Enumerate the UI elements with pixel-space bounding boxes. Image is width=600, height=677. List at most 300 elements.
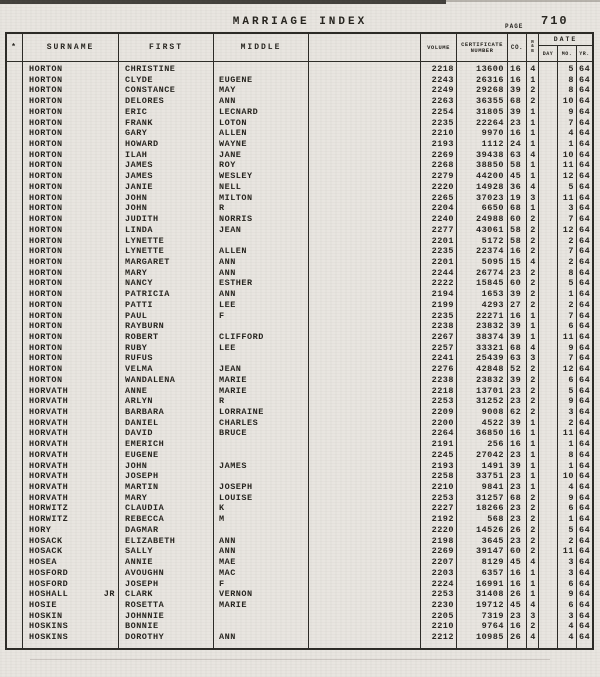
cell-first: CONSTANCE: [125, 85, 176, 96]
cell-certificate: 18266: [475, 503, 504, 514]
cell-yr: 64: [579, 610, 591, 621]
cell-mo: 1: [568, 139, 574, 150]
cell-rb: 2: [530, 278, 536, 289]
cell-surname: HOSACK: [29, 546, 63, 557]
cell-certificate: 36850: [475, 428, 504, 439]
cell-volume: 2253: [431, 492, 454, 503]
cell-certificate: 24988: [475, 214, 504, 225]
cell-star: [7, 364, 23, 375]
cell-middle: ALLEN: [219, 246, 248, 257]
cell-surname: HORTON: [29, 364, 63, 375]
cell-yr: 64: [579, 160, 591, 171]
cell-volume: 2210: [431, 482, 454, 493]
cell-certificate: 38850: [475, 160, 504, 171]
cell-co: 45: [510, 599, 522, 610]
cell-mo: 7: [568, 117, 574, 128]
cell-yr: 64: [579, 342, 591, 353]
cell-mo: 2: [568, 535, 574, 546]
cell-certificate: 23832: [475, 374, 504, 385]
cell-certificate: 3645: [481, 535, 504, 546]
header-yr: YR.: [579, 50, 590, 57]
cell-yr: 64: [579, 632, 591, 643]
table-row: [7, 75, 592, 86]
cell-first: EMERICH: [125, 439, 165, 450]
scan-edge-light-strip: [446, 0, 600, 2]
cell-first: BARBARA: [125, 407, 165, 417]
cell-blank: [309, 268, 421, 279]
cell-rb: 1: [530, 449, 536, 460]
cell-middle: R: [219, 396, 225, 407]
cell-volume: 2257: [431, 342, 454, 353]
cell-middle: WESLEY: [219, 171, 253, 182]
cell-rb: 1: [530, 74, 536, 85]
cell-yr: 64: [579, 149, 591, 160]
cell-co: 62: [510, 407, 522, 417]
cell-yr: 64: [579, 289, 591, 300]
cell-surname: HOSKIN: [29, 610, 63, 621]
cell-surname: HOSHALL JR: [29, 589, 115, 600]
cell-surname: HORTON: [29, 321, 63, 332]
cell-rb: 2: [530, 85, 536, 96]
cell-rb: 2: [530, 514, 536, 525]
cell-certificate: 14526: [475, 524, 504, 535]
cell-middle: LOTON: [219, 117, 248, 128]
cell-certificate: 44200: [475, 171, 504, 182]
cell-mo: 6: [568, 374, 574, 385]
cell-rb: 3: [530, 353, 536, 364]
cell-first: JOHN: [125, 192, 148, 203]
cell-blank: [309, 600, 421, 611]
cell-blank: [309, 525, 421, 536]
cell-mo: 11: [562, 331, 574, 342]
cell-rb: 2: [530, 396, 536, 407]
cell-first: CLARK: [125, 589, 154, 600]
cell-mo: 10: [562, 471, 574, 482]
cell-volume: 2199: [431, 299, 454, 310]
cell-certificate: 38374: [475, 331, 504, 342]
cell-mo: 2: [568, 256, 574, 267]
table-row: [7, 64, 592, 75]
cell-first: JANIE: [125, 181, 154, 192]
cell-surname: HORTON: [29, 96, 63, 107]
cell-star: [7, 332, 23, 343]
cell-volume: 2258: [431, 471, 454, 482]
cell-rb: 1: [530, 117, 536, 128]
cell-rb: 2: [530, 364, 536, 375]
page-title: MARRIAGE INDEX: [232, 16, 368, 28]
cell-middle: LEE: [219, 342, 236, 353]
cell-day: [539, 568, 558, 579]
cell-surname: HOSFORD: [29, 578, 69, 589]
cell-mo: 5: [568, 181, 574, 192]
cell-rb: 2: [530, 524, 536, 535]
cell-day: [539, 589, 558, 600]
table-row: [7, 600, 592, 611]
cell-rb: 2: [530, 224, 536, 235]
cell-rb: 1: [530, 310, 536, 321]
table-row: [7, 332, 592, 343]
cell-yr: 64: [579, 278, 591, 289]
cell-volume: 2279: [431, 171, 454, 182]
cell-volume: 2253: [431, 396, 454, 407]
cell-first: FRANK: [125, 117, 154, 128]
cell-co: 23: [510, 503, 522, 514]
cell-first: CLAUDIA: [125, 503, 165, 514]
cell-certificate: 36355: [475, 96, 504, 107]
table-row: [7, 214, 592, 225]
cell-star: [7, 246, 23, 257]
cell-co: 16: [510, 439, 522, 450]
cell-first: JOSEPH: [125, 578, 159, 589]
table-row: [7, 493, 592, 504]
table-row: [7, 311, 592, 322]
cell-surname: HORVATH: [29, 385, 69, 396]
cell-certificate: 25439: [475, 353, 504, 364]
cell-co: 39: [510, 417, 522, 428]
cell-blank: [309, 182, 421, 193]
cell-surname: HORTON: [29, 117, 63, 128]
cell-rb: 4: [530, 557, 536, 568]
header-first: FIRST: [119, 34, 214, 61]
cell-certificate: 22271: [475, 310, 504, 321]
cell-surname: HORWITZ: [29, 514, 69, 525]
cell-middle: [214, 353, 309, 364]
cell-co: 23: [510, 482, 522, 493]
cell-co: 24: [510, 139, 522, 150]
cell-star: [7, 160, 23, 171]
table-row: [7, 568, 592, 579]
cell-day: [539, 493, 558, 504]
cell-blank: [309, 386, 421, 397]
cell-star: [7, 568, 23, 579]
cell-certificate: 43061: [475, 224, 504, 235]
cell-blank: [309, 461, 421, 472]
cell-first: JAMES: [125, 171, 154, 182]
cell-mo: 2: [568, 417, 574, 428]
cell-blank: [309, 75, 421, 86]
cell-co: 16: [510, 567, 522, 578]
cell-day: [539, 600, 558, 611]
cell-day: [539, 246, 558, 257]
cell-rb: 2: [530, 246, 536, 257]
cell-suffix: JR: [103, 589, 115, 600]
cell-day: [539, 268, 558, 279]
cell-day: [539, 343, 558, 354]
cell-rb: 2: [530, 492, 536, 503]
cell-middle: ANN: [219, 546, 236, 557]
cell-day: [539, 386, 558, 397]
table-row: [7, 461, 592, 472]
cell-star: [7, 278, 23, 289]
cell-day: [539, 611, 558, 622]
cell-rb: 4: [530, 149, 536, 160]
header-co: CO.: [508, 34, 527, 61]
table-row: [7, 579, 592, 590]
cell-mo: 4: [568, 482, 574, 493]
cell-volume: 2249: [431, 85, 454, 96]
cell-co: 16: [510, 621, 522, 632]
cell-mo: 6: [568, 578, 574, 589]
cell-co: 60: [510, 214, 522, 225]
cell-first: ARLYN: [125, 396, 154, 407]
cell-star: [7, 96, 23, 107]
cell-yr: 64: [579, 96, 591, 107]
cell-middle: BRUCE: [219, 428, 248, 439]
cell-yr: 64: [579, 449, 591, 460]
cell-volume: 2230: [431, 599, 454, 610]
cell-first: VELMA: [125, 364, 154, 375]
cell-middle: MILTON: [219, 192, 253, 203]
cell-yr: 64: [579, 524, 591, 535]
cell-volume: 2267: [431, 331, 454, 342]
cell-day: [539, 118, 558, 129]
cell-day: [539, 64, 558, 75]
cell-day: [539, 375, 558, 386]
cell-surname: HORTON: [29, 203, 63, 214]
cell-surname: HORTON: [29, 310, 63, 321]
cell-middle: K: [219, 503, 225, 514]
table-body-rows: [7, 62, 592, 649]
cell-surname: HORTON: [29, 128, 63, 139]
cell-blank: [309, 396, 421, 407]
cell-surname: HOSFORD: [29, 567, 69, 578]
cell-day: [539, 632, 558, 643]
cell-mo: 3: [568, 610, 574, 621]
cell-middle: [214, 321, 309, 332]
cell-star: [7, 300, 23, 311]
table-row: [7, 557, 592, 568]
cell-first: DELORES: [125, 96, 165, 107]
cell-first: JOSEPH: [125, 471, 159, 482]
cell-star: [7, 343, 23, 354]
table-row: [7, 139, 592, 150]
cell-surname: HORVATH: [29, 396, 69, 407]
cell-mo: 5: [568, 278, 574, 289]
cell-first: JOHNNIE: [125, 610, 165, 621]
cell-middle: CLIFFORD: [219, 331, 264, 342]
cell-star: [7, 482, 23, 493]
cell-mo: 9: [568, 106, 574, 117]
cell-mo: 3: [568, 567, 574, 578]
cell-rb: 2: [530, 214, 536, 225]
table-row: [7, 353, 592, 364]
cell-rb: 2: [530, 546, 536, 557]
cell-mo: 8: [568, 74, 574, 85]
cell-co: 16: [510, 128, 522, 139]
table-row: [7, 632, 592, 643]
cell-day: [539, 300, 558, 311]
cell-day: [539, 311, 558, 322]
cell-first: JOHN: [125, 203, 148, 214]
cell-certificate: 22264: [475, 117, 504, 128]
cell-first: GARY: [125, 128, 148, 139]
cell-rb: 1: [530, 417, 536, 428]
cell-mo: 1: [568, 514, 574, 525]
cell-blank: [309, 96, 421, 107]
cell-middle: JAMES: [219, 460, 248, 471]
cell-first: ANNE: [125, 385, 148, 396]
cell-star: [7, 375, 23, 386]
cell-certificate: 31257: [475, 492, 504, 503]
cell-first: RUFUS: [125, 353, 154, 364]
cell-blank: [309, 450, 421, 461]
cell-volume: 2238: [431, 321, 454, 332]
cell-day: [539, 621, 558, 632]
cell-day: [539, 471, 558, 482]
scan-edge-dark-strip: [0, 0, 446, 4]
cell-volume: 2235: [431, 310, 454, 321]
cell-day: [539, 236, 558, 247]
cell-day: [539, 75, 558, 86]
cell-certificate: 26774: [475, 267, 504, 278]
table-row: [7, 321, 592, 332]
cell-volume: 2210: [431, 128, 454, 139]
table-row: [7, 589, 592, 600]
cell-day: [539, 289, 558, 300]
cell-star: [7, 461, 23, 472]
cell-blank: [309, 407, 421, 418]
cell-surname: HOSACK: [29, 535, 63, 546]
cell-mo: 7: [568, 310, 574, 321]
cell-blank: [309, 343, 421, 354]
cell-co: 63: [510, 149, 522, 160]
cell-mo: 2: [568, 235, 574, 246]
table-row: [7, 203, 592, 214]
cell-certificate: 15845: [475, 278, 504, 289]
cell-certificate: 5172: [481, 235, 504, 246]
page-label: PAGE: [505, 23, 524, 30]
cell-certificate: 39438: [475, 149, 504, 160]
table-row: [7, 246, 592, 257]
cell-first: DANIEL: [125, 417, 159, 428]
cell-first: ROBERT: [125, 331, 159, 342]
cell-co: 36: [510, 181, 522, 192]
header-rb: R & B: [527, 34, 539, 61]
cell-middle: MARIE: [219, 374, 248, 385]
cell-co: 23: [510, 117, 522, 128]
cell-blank: [309, 364, 421, 375]
cell-volume: 2193: [431, 460, 454, 471]
cell-first: PATTI: [125, 299, 154, 310]
cell-middle: ALLEN: [219, 128, 248, 139]
cell-star: [7, 193, 23, 204]
cell-day: [539, 214, 558, 225]
cell-day: [539, 85, 558, 96]
table-row: [7, 482, 592, 493]
cell-star: [7, 418, 23, 429]
cell-certificate: 27042: [475, 449, 504, 460]
cell-co: 23: [510, 471, 522, 482]
cell-co: 58: [510, 235, 522, 246]
cell-yr: 64: [579, 256, 591, 267]
table-row: [7, 150, 592, 161]
cell-day: [539, 96, 558, 107]
cell-volume: 2269: [431, 149, 454, 160]
cell-volume: 2268: [431, 160, 454, 171]
cell-middle: ANN: [219, 289, 236, 300]
cell-day: [539, 332, 558, 343]
cell-star: [7, 353, 23, 364]
cell-volume: 2204: [431, 203, 454, 214]
cell-volume: 2193: [431, 139, 454, 150]
cell-blank: [309, 225, 421, 236]
cell-volume: 2276: [431, 364, 454, 375]
cell-star: [7, 118, 23, 129]
cell-yr: 64: [579, 364, 591, 375]
cell-blank: [309, 118, 421, 129]
cell-mo: 11: [562, 546, 574, 557]
cell-surname: HORVATH: [29, 460, 69, 471]
cell-first: ELIZABETH: [125, 535, 176, 546]
cell-blank: [309, 171, 421, 182]
cell-surname: HORTON: [29, 267, 63, 278]
header-mo: MO.: [558, 46, 577, 61]
table-row: [7, 396, 592, 407]
cell-middle: EUGENE: [219, 74, 253, 85]
cell-day: [539, 321, 558, 332]
cell-day: [539, 182, 558, 193]
cell-star: [7, 621, 23, 632]
cell-certificate: 4293: [481, 299, 504, 310]
cell-middle: [214, 471, 309, 482]
cell-surname: HORTON: [29, 160, 63, 171]
cell-surname: HORTON: [29, 171, 63, 182]
cell-rb: 1: [530, 203, 536, 214]
cell-surname: HOSIE: [29, 599, 58, 610]
scan-smudge: [30, 659, 550, 660]
table-row: [7, 375, 592, 386]
cell-blank: [309, 514, 421, 525]
cell-mo: 7: [568, 214, 574, 225]
cell-middle: LEE: [219, 299, 236, 310]
cell-day: [539, 428, 558, 439]
cell-yr: 64: [579, 407, 591, 417]
cell-co: 68: [510, 492, 522, 503]
cell-yr: 64: [579, 589, 591, 600]
cell-surname: HORTON: [29, 331, 63, 342]
cell-surname: HORWITZ: [29, 503, 69, 514]
cell-volume: 2277: [431, 224, 454, 235]
cell-day: [539, 418, 558, 429]
cell-first: MARY: [125, 492, 148, 503]
cell-volume: 2227: [431, 503, 454, 514]
cell-surname: HORVATH: [29, 449, 69, 460]
cell-volume: 2218: [431, 385, 454, 396]
cell-certificate: 6650: [481, 203, 504, 214]
cell-yr: 64: [579, 428, 591, 439]
cell-star: [7, 611, 23, 622]
cell-certificate: 19712: [475, 599, 504, 610]
cell-day: [539, 128, 558, 139]
cell-blank: [309, 311, 421, 322]
header-day: DAY: [539, 46, 558, 61]
cell-certificate: 42848: [475, 364, 504, 375]
cell-mo: 8: [568, 267, 574, 278]
cell-certificate: 26316: [475, 74, 504, 85]
cell-day: [539, 225, 558, 236]
cell-mo: 7: [568, 353, 574, 364]
table-row: [7, 407, 592, 418]
cell-yr: 64: [579, 374, 591, 385]
cell-first: DAVID: [125, 428, 154, 439]
cell-certificate: 22374: [475, 246, 504, 257]
cell-first: REBECCA: [125, 514, 165, 525]
cell-co: 68: [510, 96, 522, 107]
cell-blank: [309, 321, 421, 332]
cell-surname: HOSKINS: [29, 632, 69, 643]
table-row: [7, 171, 592, 182]
cell-rb: 1: [530, 321, 536, 332]
